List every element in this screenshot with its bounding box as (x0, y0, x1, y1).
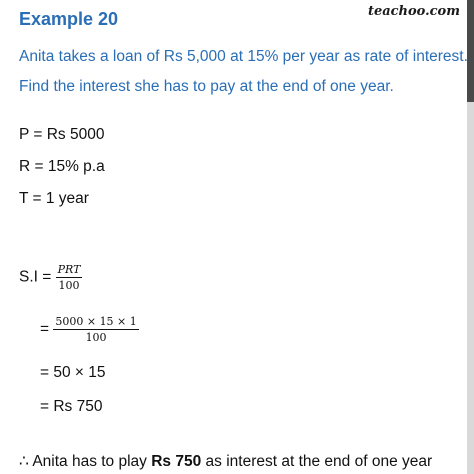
simplification-step: = 50 × 15 (40, 364, 106, 381)
conclusion-suffix: as interest at the end of one year (201, 453, 433, 470)
given-principal: P = Rs 5000 (19, 126, 105, 143)
formula-denominator: 100 (58, 279, 80, 292)
substitution-step (40, 314, 139, 345)
given-time: T = 1 year (19, 190, 89, 207)
substitution-fraction (53, 314, 138, 345)
formula-numerator: PRT (57, 263, 81, 276)
given-rate: R = 15% p.a (19, 158, 105, 175)
substitution-denominator: 100 (85, 331, 107, 344)
scrollbar-thumb[interactable] (467, 0, 474, 102)
si-label: S.I = (19, 268, 56, 286)
conclusion-statement (19, 452, 432, 471)
si-formula (19, 262, 82, 293)
result-step: = Rs 750 (40, 398, 103, 415)
teachoo-watermark: teachoo.com (367, 4, 460, 19)
conclusion-amount: Rs 750 (151, 453, 202, 470)
formula-fraction (56, 262, 83, 293)
question-line-1: Anita takes a loan of Rs 5,000 at 15% per year as rate of interest. (19, 48, 468, 65)
equals-sign: = (40, 320, 54, 338)
example-heading: Example 20 (19, 9, 119, 29)
substitution-numerator: 5000 × 15 × 1 (55, 315, 137, 328)
question-line-2: Find the interest she has to pay at the end of one year. (19, 78, 394, 95)
vertical-scrollbar[interactable] (467, 0, 474, 474)
conclusion-prefix: ∴ Anita has to play (19, 453, 152, 470)
